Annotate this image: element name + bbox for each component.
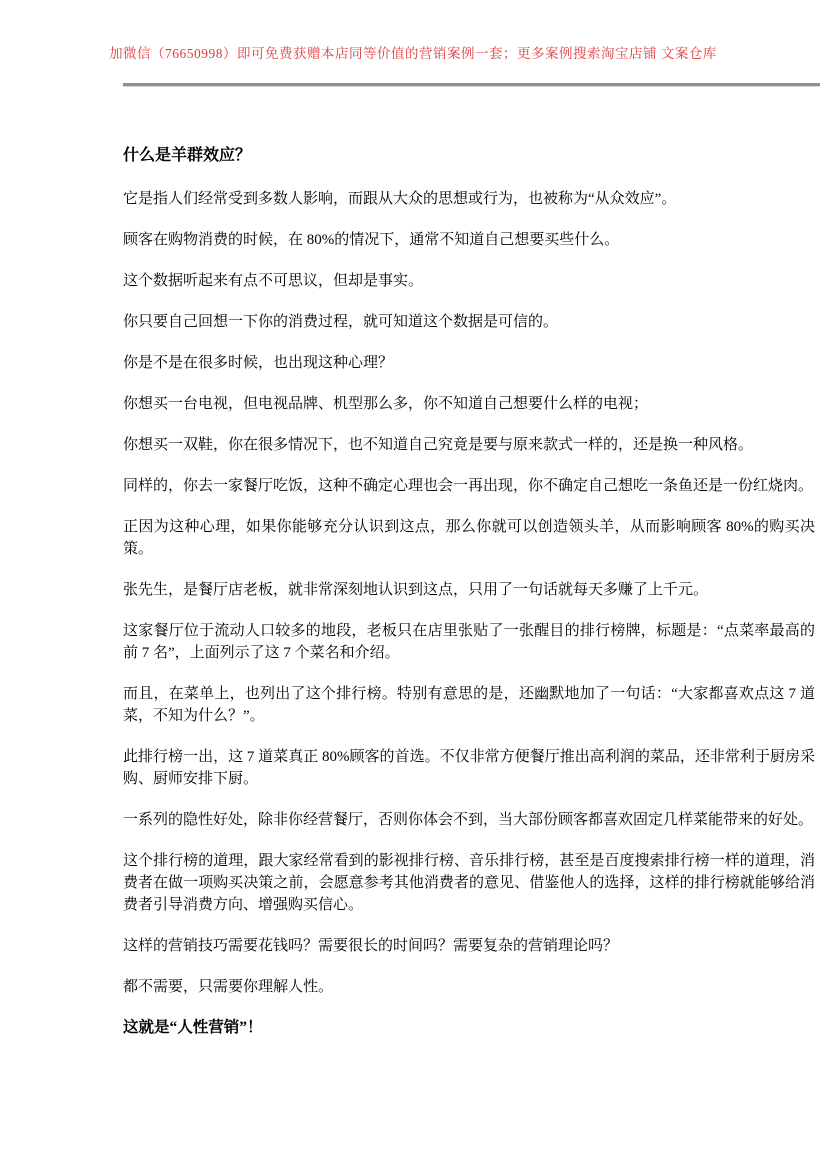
article-heading: 什么是羊群效应？ <box>123 147 252 164</box>
body-paragraph: 你想买一台电视，但电视品牌、机型那么多，你不知道自己想要什么样的电视； <box>123 396 649 412</box>
body-paragraph: 这个数据听起来有点不可思议，但却是事实。 <box>123 273 424 289</box>
body-paragraph: 同样的，你去一家餐厅吃饭，这种不确定心理也会一再出现，你不确定自己想吃一条鱼还是一份红烧肉。 <box>123 478 814 494</box>
body-paragraph: 正因为这种心理，如果你能够充分认识到这点，那么你就可以创造领头羊，从而影响顾客 80%的购买决策。 <box>123 519 815 557</box>
body-paragraph: 你是不是在很多时候，也出现这种心理？ <box>123 355 394 371</box>
body-paragraph: 都不需要，只需要你理解人性。 <box>123 979 334 995</box>
body-paragraph: 张先生，是餐厅店老板，就非常深刻地认识到这点，只用了一句话就每天多赚了上千元。 <box>123 582 709 598</box>
body-paragraph: 这家餐厅位于流动人口较多的地段，老板只在店里张贴了一张醒目的排行榜牌，标题是：“点菜率最高的前 7 名”，上面列示了这 7 个菜名和介绍。 <box>123 623 815 661</box>
body-paragraph: 一系列的隐性好处，除非你经营餐厅，否则你体会不到，当大部份顾客都喜欢固定几样菜能带来的好处。 <box>123 812 814 828</box>
body-paragraph: 你想买一双鞋，你在很多情况下，也不知道自己究竟是要与原来款式一样的，还是换一种风格。 <box>123 437 754 453</box>
body-paragraph: 而且，在菜单上，也列出了这个排行榜。特别有意思的是，还幽默地加了一句话：“大家都喜欢点这 7 道菜，不知为什么？”。 <box>123 686 815 724</box>
body-paragraph: 你只要自己回想一下你的消费过程，就可知道这个数据是可信的。 <box>123 314 559 330</box>
page-header <box>0 0 826 63</box>
body-paragraph: 此排行榜一出，这 7 道菜真正 80%顾客的首选。不仅非常方便餐厅推出高利润的菜品，还非常利于厨房采购、厨师安排下厨。 <box>123 749 815 787</box>
body-paragraph: 这样的营销技巧需要花钱吗？需要很长的时间吗？需要复杂的营销理论吗？ <box>123 938 619 954</box>
article-body <box>123 145 815 1039</box>
body-paragraph: 它是指人们经常受到多数人影响，而跟从大众的思想或行为，也被称为“从众效应”。 <box>123 191 677 207</box>
body-paragraph: 这个排行榜的道理，跟大家经常看到的影视排行榜、音乐排行榜，甚至是百度搜索排行榜一样的道理，消费者在做一项购买决策之前，会愿意参考其他消费者的意见、借鉴他人的选择，这样的排行榜就能够给消费者引导消费方向、增强购买信心。 <box>123 853 815 913</box>
header-promo-text: 加微信（76650998）即可免费获赠本店同等价值的营销案例一套；更多案例搜索淘宝店铺 文案仓库 <box>109 46 717 61</box>
article-closing-statement: 这就是“人性营销”！ <box>123 1019 263 1036</box>
body-paragraph: 顾客在购物消费的时候，在 80%的情况下，通常不知道自己想要买些什么。 <box>123 232 620 248</box>
header-divider-rule <box>123 83 820 87</box>
